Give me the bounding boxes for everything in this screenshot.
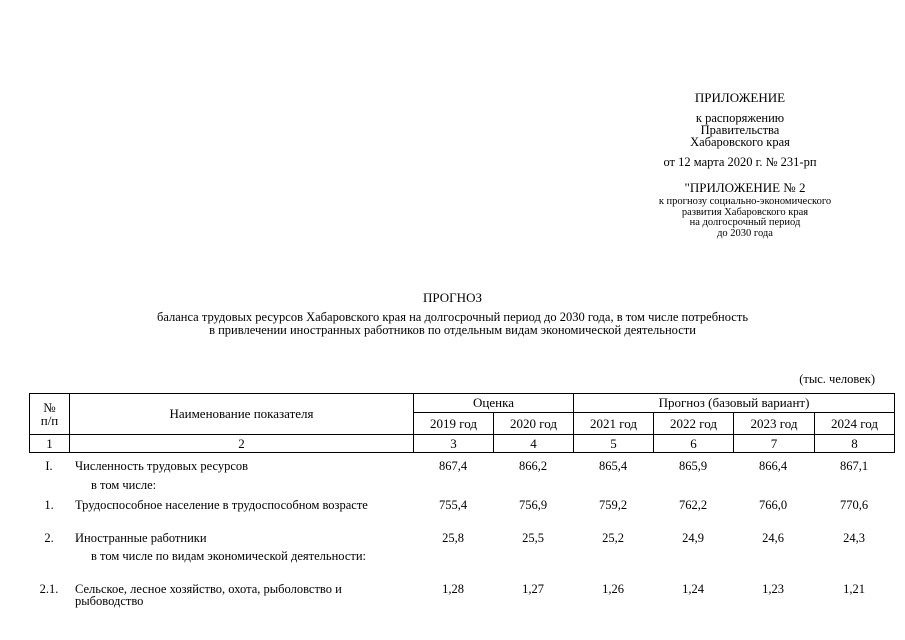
row-name: Сельское, лесное хозяйство, охота, рыболовство и рыбоводство bbox=[75, 582, 342, 608]
column-number: 4 bbox=[494, 435, 574, 453]
row-value: 25,5 bbox=[522, 531, 544, 545]
row-value: 1,26 bbox=[602, 582, 624, 596]
header-year: 2019 год bbox=[414, 413, 494, 435]
row-value: 865,4 bbox=[598, 459, 628, 473]
row-name: в том числе по видам экономической деятельности: bbox=[91, 549, 366, 563]
row-value: 756,9 bbox=[518, 498, 548, 512]
row-value: 1,21 bbox=[843, 582, 865, 596]
row-value: 24,3 bbox=[843, 531, 865, 545]
appendix2-line: развития Хабаровского края bbox=[681, 206, 809, 218]
document-subtitle-line: баланса трудовых ресурсов Хабаровского края на долгосрочный период до 2030 года, в том числе потребность bbox=[156, 310, 749, 324]
header-num: № п/п bbox=[30, 394, 70, 435]
row-name: Трудоспособное население в трудоспособном возрасте bbox=[75, 498, 368, 512]
column-number: 5 bbox=[574, 435, 654, 453]
row-value: 759,2 bbox=[598, 498, 628, 512]
row-number: 1. bbox=[44, 498, 54, 512]
row-value: 770,6 bbox=[839, 498, 869, 512]
row-value: 762,2 bbox=[678, 498, 708, 512]
header-name: Наименование показателя bbox=[70, 394, 414, 435]
header-year: 2020 год bbox=[494, 413, 574, 435]
appendix2-line: до 2030 года bbox=[717, 227, 773, 239]
appendix-line: к распоряжению bbox=[695, 111, 785, 125]
row-value: 866,2 bbox=[518, 459, 548, 473]
column-number: 1 bbox=[30, 435, 70, 453]
row-name: Численность трудовых ресурсов bbox=[75, 459, 249, 473]
row-value: 24,6 bbox=[762, 531, 784, 545]
appendix-date: от 12 марта 2020 г. № 231-рп bbox=[663, 155, 817, 169]
appendix-line: Правительства bbox=[700, 123, 780, 137]
row-value: 867,1 bbox=[839, 459, 869, 473]
row-number: 2. bbox=[44, 531, 54, 545]
document-subtitle bbox=[0, 311, 905, 337]
appendix2-line: на долгосрочный период bbox=[689, 217, 801, 228]
appendix-block bbox=[640, 90, 840, 170]
column-number: 6 bbox=[654, 435, 734, 453]
units-label: (тыс. человек) bbox=[799, 372, 875, 386]
column-number: 7 bbox=[734, 435, 815, 453]
row-value: 865,9 bbox=[678, 459, 708, 473]
appendix-line: Хабаровского края bbox=[690, 135, 790, 149]
column-number: 8 bbox=[815, 435, 895, 453]
row-number: I. bbox=[45, 459, 53, 473]
row-value: 1,23 bbox=[762, 582, 784, 596]
row-name: Иностранные работники bbox=[75, 531, 207, 545]
row-value: 867,4 bbox=[438, 459, 468, 473]
header-year: 2022 год bbox=[654, 413, 734, 435]
header-year: 2023 год bbox=[734, 413, 815, 435]
row-value: 766,0 bbox=[758, 498, 788, 512]
document-subtitle-line: в привлечении иностранных работников по отдельным видам экономической деятельности bbox=[209, 323, 696, 337]
appendix2-line: к прогнозу социально-экономического bbox=[658, 196, 832, 207]
appendix2-block bbox=[630, 180, 860, 239]
row-value: 1,28 bbox=[442, 582, 464, 596]
appendix-title: ПРИЛОЖЕНИЕ bbox=[694, 90, 786, 105]
header-year: 2021 год bbox=[574, 413, 654, 435]
row-name: в том числе: bbox=[91, 478, 157, 492]
document-title: ПРОГНОЗ bbox=[423, 290, 482, 305]
row-number: 2.1. bbox=[39, 582, 59, 596]
row-value: 24,9 bbox=[682, 531, 704, 545]
row-value: 1,27 bbox=[522, 582, 544, 596]
header-year: 2024 год bbox=[815, 413, 895, 435]
column-number: 2 bbox=[70, 435, 414, 453]
table-header bbox=[29, 393, 895, 453]
header-estimate-group: Оценка bbox=[414, 394, 574, 413]
header-forecast-group: Прогноз (базовый вариант) bbox=[574, 394, 895, 413]
row-value: 25,8 bbox=[442, 531, 464, 545]
appendix2-title: "ПРИЛОЖЕНИЕ № 2 bbox=[684, 180, 806, 195]
row-value: 1,24 bbox=[682, 582, 704, 596]
row-value: 755,4 bbox=[438, 498, 468, 512]
column-number: 3 bbox=[414, 435, 494, 453]
row-value: 866,4 bbox=[758, 459, 788, 473]
row-value: 25,2 bbox=[602, 531, 624, 545]
